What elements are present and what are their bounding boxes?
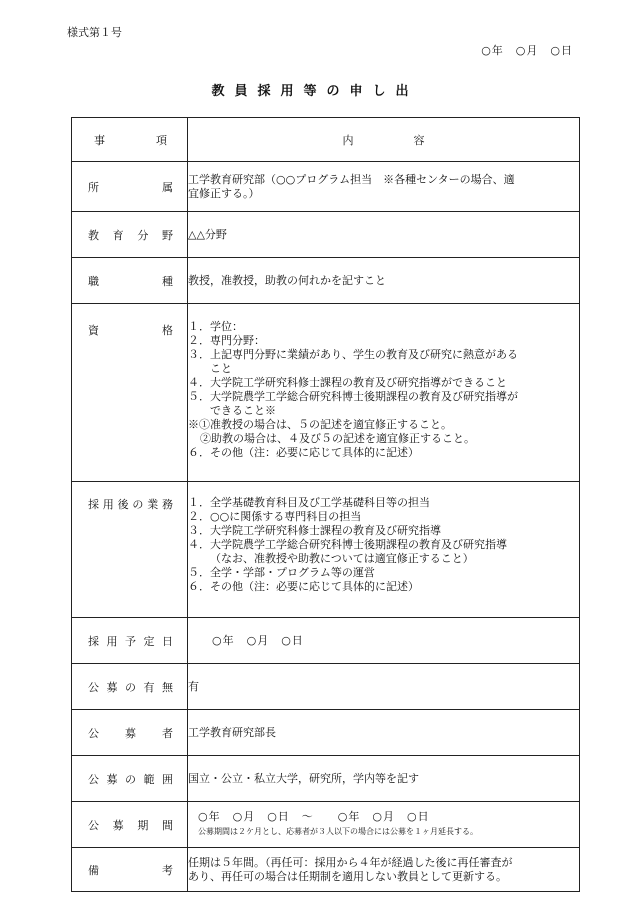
content-public-offer: 有 [188,664,580,710]
label-duties: 採 用 後 の 業 務 [88,498,173,511]
document-date: ○年 ○月 ○日 [481,44,573,57]
content-scope: 国立・公立・私立大学，研究所，学内等を記す [188,756,580,802]
row-period [72,802,580,848]
content-recruiter: 工学教育研究部長 [188,710,580,756]
page-title: 教員採用等の申し出 [211,84,419,99]
list-item: ４． 大学院工学研究科修士課程の教育及び研究指導ができること [188,376,507,389]
list-item: １． 全学基礎教育科目及び工学基礎科目等の担当 [188,496,430,509]
row-recruiter [72,710,580,756]
list-item: ５． 全学・学部・プログラム等の運営 [188,566,375,579]
header-content: 内容 [342,133,485,147]
list-item: ２． ○○に関係する専門科目の担当 [188,510,362,523]
content-position: 教授，准教授，助教の何れかを記すこと [188,258,580,304]
list-item: ６． その他（注：必要に応じて具体的に記述） [188,446,419,459]
row-schedule [72,618,580,664]
label-recruiter: 公 募 者 [88,726,173,740]
content-affiliation: 工学教育研究部（○○プログラム担当 ※各種センターの場合、適 宜修正する。） [188,162,580,212]
row-field [72,212,580,258]
qualification-note-2: ②助教の場合は、４及び５の記述を適宜修正すること。 [200,432,475,445]
list-item: ６． その他（注：必要に応じて具体的に記述） [188,580,419,593]
row-scope [72,756,580,802]
application-form-table [71,117,580,892]
content-schedule: ○年 ○月 ○日 [212,633,304,647]
row-affiliation [72,162,580,212]
table-header-row [72,118,580,162]
list-item: ５． 大学院農学工学総合研究科博士後期課程の教育及び研究指導が できること※ [188,390,518,417]
list-item: １． 学位： [188,320,243,333]
content-remarks: 任期は５年間。（再任可：採用から４年が経過した後に再任審査が あり、再任可の場合は任期制を適用しない教員として更新する。 [188,848,580,892]
period-dates: ○年 ○月 ○日 ～ ○年 ○月 ○日 [198,810,430,823]
row-duties [72,482,580,618]
qualification-note-1: ※①准教授の場合は、５の記述を適宜修正すること。 [188,418,452,431]
label-schedule: 採 用 予 定 日 [88,634,173,648]
header-label: 事 項 [94,133,167,147]
period-note: 公募期間は２ケ月とし、応募者が３人以下の場合には公募を１ヶ月延長する。 [198,827,478,836]
list-item: ４． 大学院農学工学総合研究科博士後期課程の教育及び研究指導 （なお、准教授や助教については適宜修正すること） [188,538,507,565]
label-period: 公 募 期 間 [88,818,173,832]
label-affiliation: 所 属 [88,180,173,194]
content-period [188,802,580,848]
row-public-offer [72,664,580,710]
row-remarks [72,848,580,892]
list-item: ３． 大学院工学研究科修士課程の教育及び研究指導 [188,524,441,537]
label-scope: 公 募 の 範 囲 [88,772,173,786]
row-position [72,258,580,304]
label-remarks: 備 考 [88,863,173,877]
content-duties [188,482,580,618]
content-field: △△分野 [188,212,580,258]
list-item: ２． 専門分野： [188,334,265,347]
content-qualification [188,304,580,482]
row-qualification [72,304,580,482]
label-position: 職 種 [88,274,173,288]
list-item: ３． 上記専門分野に業績があり、学生の教育及び研究に熱意がある こと [188,348,518,375]
label-qualification: 資 格 [88,324,173,337]
label-public-offer: 公 募 の 有 無 [88,680,173,694]
form-number: 様式第１号 [67,26,122,39]
label-field: 教 育 分 野 [88,228,173,242]
